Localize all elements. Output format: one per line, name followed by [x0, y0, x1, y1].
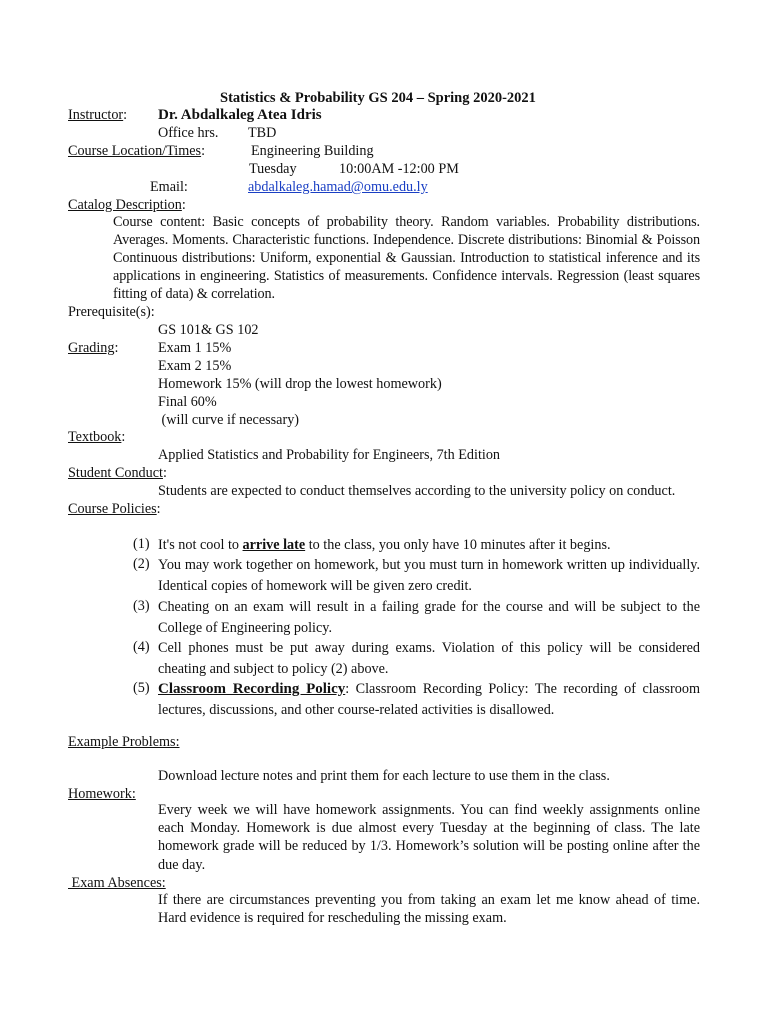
- examples-text: Download lecture notes and print them for each lecture to use them in the class.: [158, 768, 610, 784]
- office-hours-value: TBD: [248, 125, 277, 141]
- policy-number: (2): [133, 556, 150, 572]
- location-colon: :: [201, 143, 206, 159]
- instructor-name: Dr. Abdalkaleg Atea Idris: [158, 107, 322, 123]
- conduct-label: Student Conduct: [68, 465, 163, 481]
- location-building: Engineering Building: [251, 143, 374, 159]
- textbook-label: Textbook: [68, 429, 122, 445]
- conduct-text: Students are expected to conduct themselves according to the university policy on conduct.: [158, 483, 676, 499]
- email-link[interactable]: abdalkaleg.hamad@omu.edu.ly: [248, 179, 428, 195]
- policy-item: [158, 679, 700, 720]
- prereq-value: GS 101& GS 102: [158, 322, 259, 338]
- grading-item: Exam 1 15%: [158, 340, 232, 356]
- policies-row: [68, 500, 161, 518]
- homework-label: Homework:: [68, 786, 136, 802]
- policies-colon: :: [156, 501, 161, 517]
- homework-text: Every week we will have homework assignments. You can find weekly assignments online each Monday. Homework is due almost every Tuesday at the beginning of class. The late homework grade will be reduced by 1/3. Homework’s solution will be posting online after the due day.: [158, 802, 700, 873]
- catalog-row: [68, 196, 186, 214]
- examples-label: Example Problems:: [68, 734, 180, 750]
- policy-text: It's not cool to: [158, 537, 243, 553]
- policy-number: (4): [133, 639, 150, 655]
- policy-emphasis: arrive late: [242, 537, 306, 553]
- absences-label: Exam Absences:: [68, 875, 166, 891]
- absences-text: If there are circumstances preventing you from taking an exam let me know ahead of time. Hard evidence is required for rescheduling the missing exam.: [158, 892, 700, 926]
- grading-item: Homework 15% (will drop the lowest homework): [158, 376, 442, 392]
- catalog-description: Course content: Basic concepts of probability theory. Random variables. Probability distributions. Averages. Moments. Characteristic functions. Independence. Discrete distributions: Binomial & Poisson Continuous distributions: Uniform, exponential & Gaussian. Introduction to statistical inference and its applications in engineering. Statistics of measurements. Confidence intervals. Regression (least squares fitting of data) & correlation.: [113, 214, 700, 302]
- location-row: [68, 142, 205, 160]
- conduct-row: [68, 464, 167, 482]
- policy-text: to the class, you only have 10 minutes after it begins.: [305, 537, 611, 553]
- policy-number: (1): [133, 536, 150, 552]
- policy-item: Cell phones must be put away during exams. Violation of this policy will be considered cheating and subject to policy (2) above.: [158, 640, 700, 677]
- prereq-label: Prerequisite(s):: [68, 304, 155, 320]
- page-title: Statistics & Probability GS 204 – Spring 2020-2021: [220, 90, 536, 106]
- location-day: Tuesday: [249, 161, 297, 177]
- instructor-label: Instructor: [68, 107, 124, 123]
- policy-text: : Classroom Recording Policy: The recording of classroom lectures, discussions, and other course-related activities is disallowed.: [158, 681, 701, 718]
- conduct-colon: :: [162, 465, 167, 481]
- catalog-label: Catalog Description: [68, 197, 182, 213]
- policy-item: [158, 535, 700, 556]
- instructor-row: [68, 106, 127, 124]
- textbook-row: [68, 428, 125, 446]
- policy-number: (5): [133, 680, 150, 696]
- grading-item: (will curve if necessary): [158, 412, 300, 428]
- policies-label: Course Policies: [68, 501, 157, 517]
- location-time: 10:00AM -12:00 PM: [339, 161, 459, 177]
- email-label: Email:: [150, 179, 188, 195]
- grading-colon: :: [114, 340, 119, 356]
- policy-item: You may work together on homework, but you must turn in homework written up individually. Identical copies of homework will be given zero credit.: [158, 557, 700, 594]
- grading-row: [68, 339, 118, 357]
- grading-item: Final 60%: [158, 394, 217, 410]
- policy-item: Cheating on an exam will result in a failing grade for the course and will be subject to the College of Engineering policy.: [158, 599, 700, 636]
- textbook-value: Applied Statistics and Probability for Engineers, 7th Edition: [158, 447, 501, 463]
- location-label: Course Location/Times: [68, 143, 202, 159]
- policy-emphasis: Classroom Recording Policy: [158, 681, 346, 697]
- policy-number: (3): [133, 598, 150, 614]
- office-hours-label: Office hrs.: [158, 125, 219, 141]
- textbook-colon: :: [121, 429, 126, 445]
- grading-label: Grading: [68, 340, 115, 356]
- grading-item: Exam 2 15%: [158, 358, 232, 374]
- instructor-colon: :: [123, 107, 128, 123]
- catalog-colon: :: [181, 197, 186, 213]
